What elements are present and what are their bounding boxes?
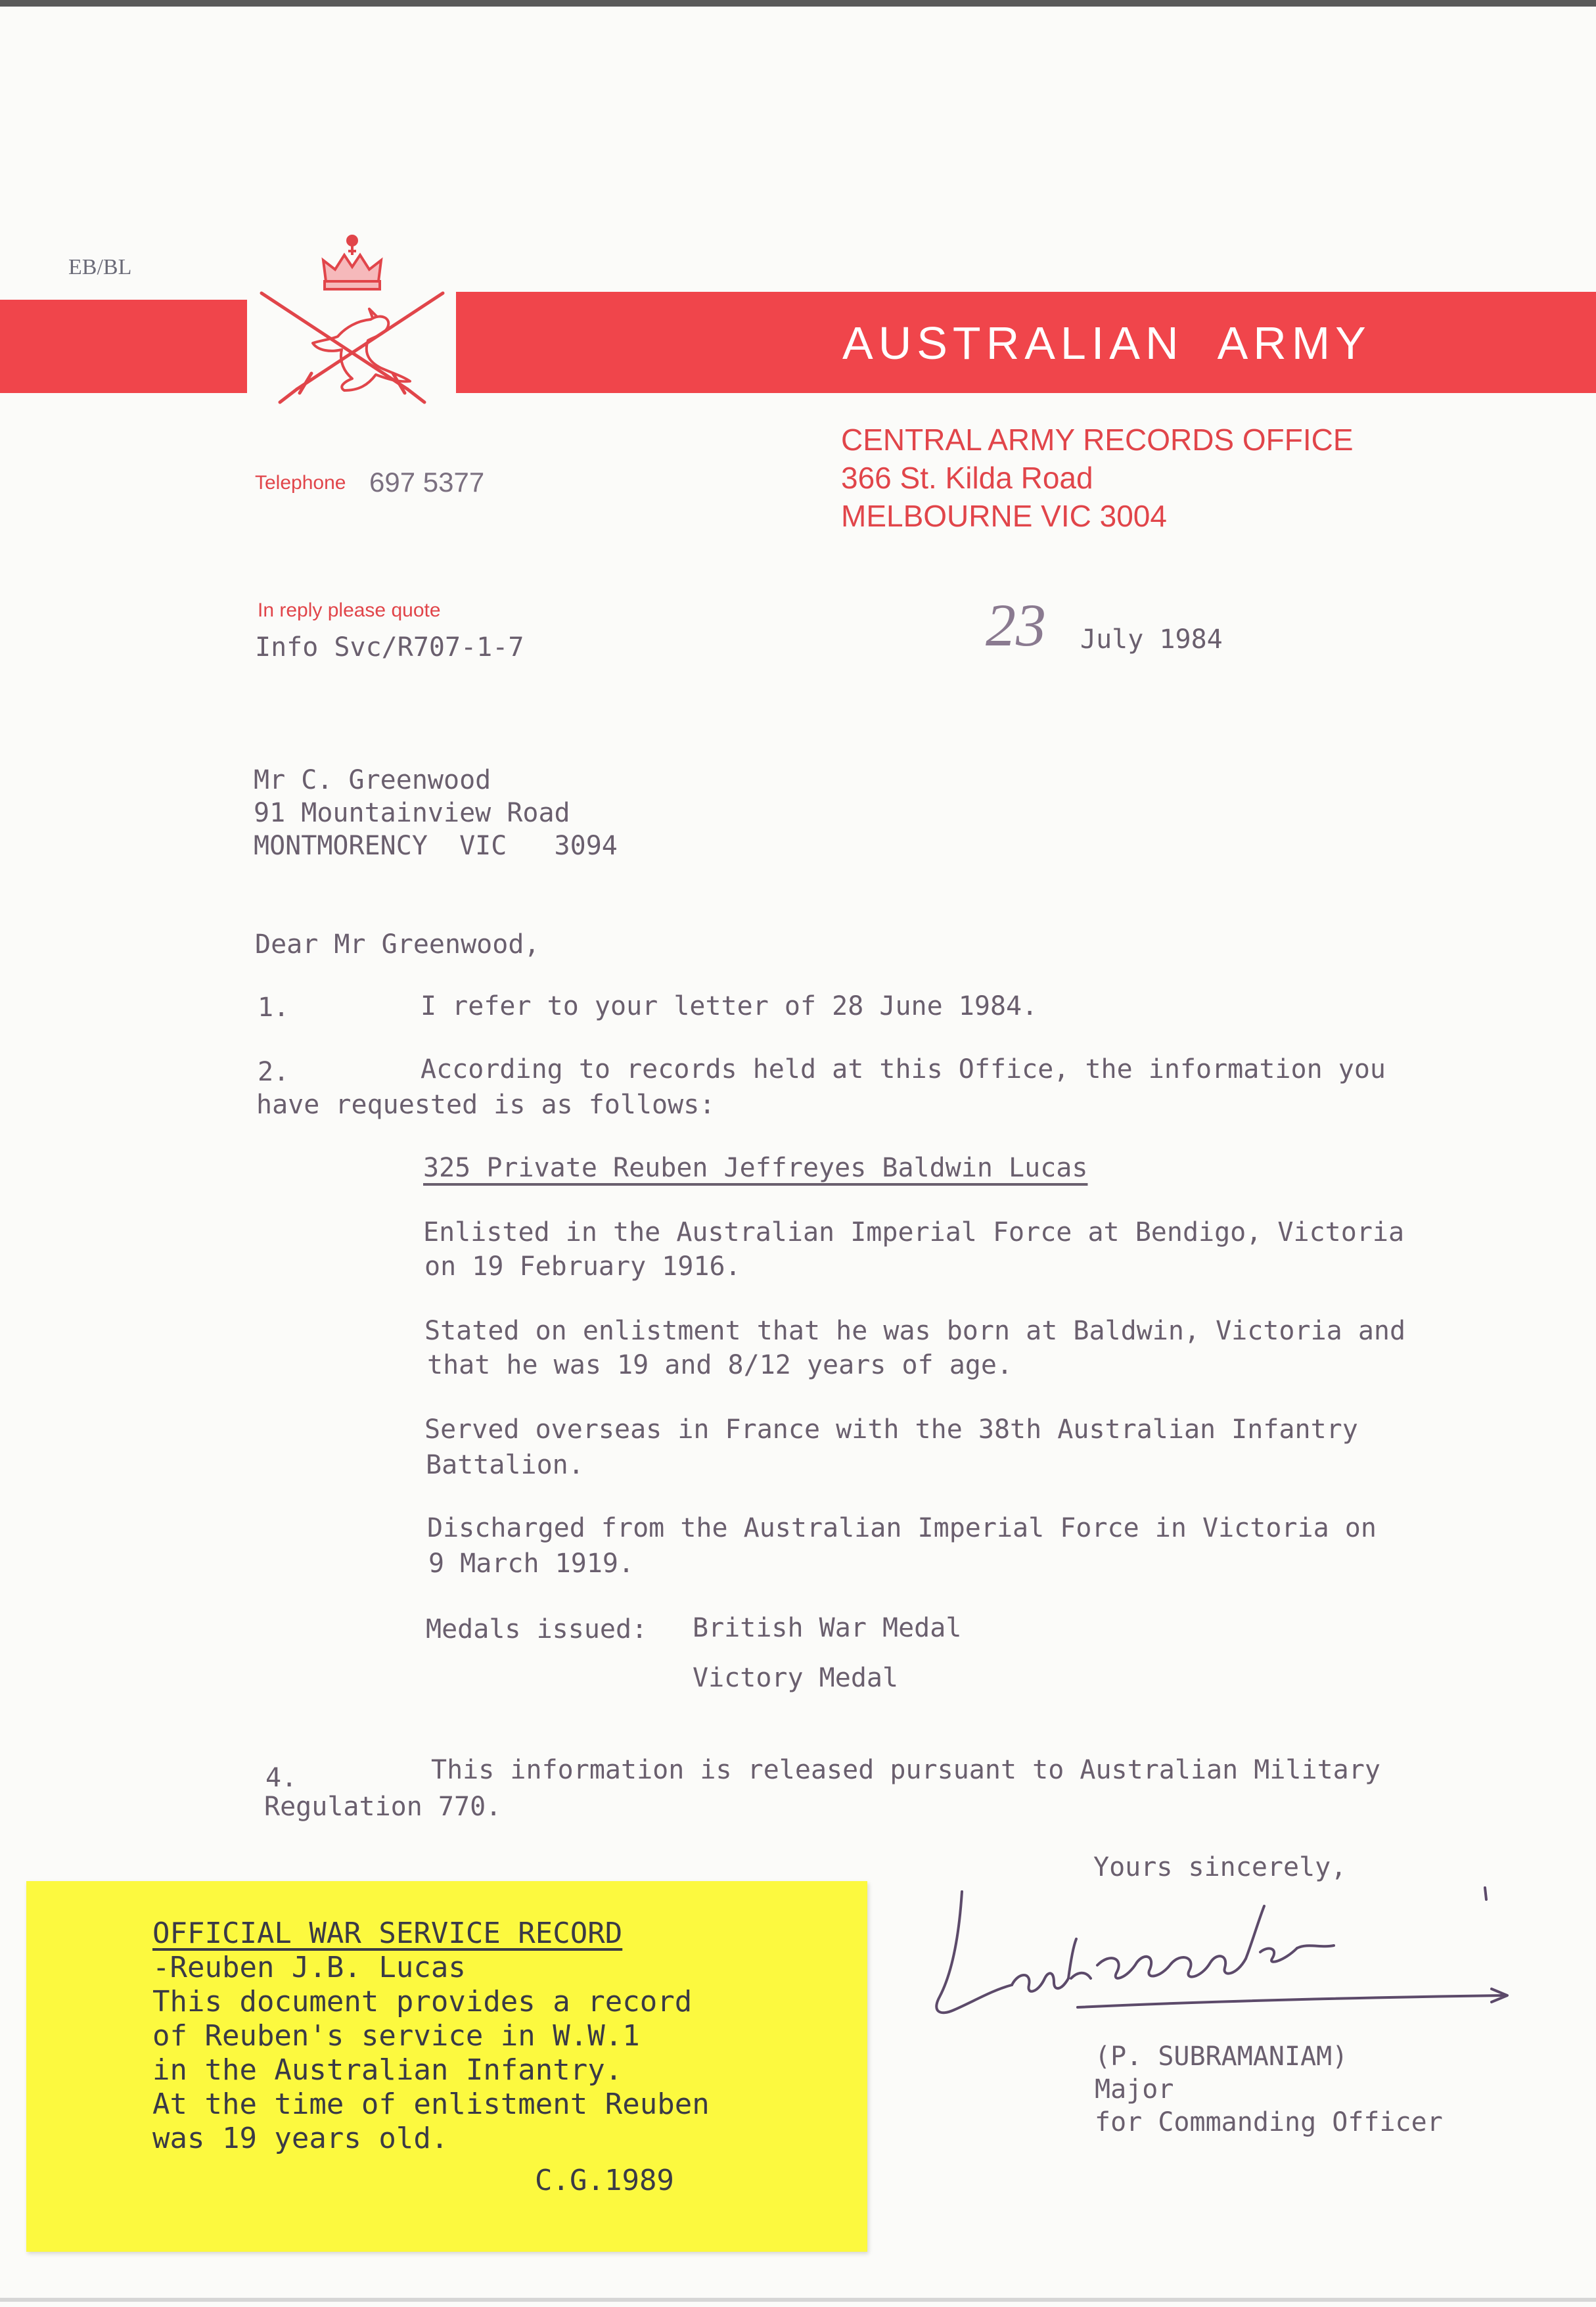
date-month-year: July 1984 [1080, 624, 1223, 655]
sticky-note-line: At the time of enlistment Reuben [152, 2087, 710, 2121]
sticky-note-line: -Reuben J.B. Lucas [152, 1951, 466, 1984]
office-address-line-3: MELBOURNE VIC 3004 [841, 499, 1167, 533]
medal-2: Victory Medal [693, 1663, 899, 1693]
paragraph-2-line-1: According to records held at this Office, the information you [421, 1054, 1386, 1084]
subject-soldier-name: 325 Private Reuben Jeffreyes Baldwin Lucas [423, 1153, 1088, 1183]
paragraph-4-line-1: This information is released pursuant to Australian Military [431, 1755, 1380, 1785]
salutation: Dear Mr Greenwood, [255, 929, 540, 960]
sticky-note-line: in the Australian Infantry. [152, 2053, 623, 2087]
reply-quote-label: In reply please quote [258, 599, 441, 621]
scan-bottom-edge [0, 2298, 1596, 2302]
office-address-line-2: 366 St. Kilda Road [841, 461, 1093, 495]
paragraph-2-line-2: have requested is as follows: [256, 1090, 716, 1120]
letterhead-red-band-left [0, 300, 247, 393]
telephone-label: Telephone [255, 472, 346, 494]
sticky-note [26, 1881, 867, 2252]
closing: Yours sincerely, [1093, 1852, 1347, 1882]
office-address-line-1: CENTRAL ARMY RECORDS OFFICE [841, 423, 1354, 457]
served-line-2: Battalion. [426, 1450, 584, 1480]
recipient-city: MONTMORENCY VIC 3094 [254, 831, 618, 861]
stated-line-2: that he was 19 and 8/12 years of age. [427, 1350, 1013, 1380]
sticky-note-line: of Reuben's service in W.W.1 [152, 2019, 640, 2053]
date-day-handwritten: 23 [986, 592, 1046, 659]
sticky-note-initials: C.G.1989 [535, 2164, 674, 2197]
letterhead-title: AUSTRALIAN ARMY [842, 317, 1371, 369]
medal-1: British War Medal [693, 1613, 962, 1643]
reply-reference: Info Svc/R707-1-7 [255, 632, 524, 663]
scan-top-edge [0, 0, 1596, 7]
signer-rank: Major [1095, 2074, 1174, 2105]
served-line-1: Served overseas in France with the 38th Australian Infantry [424, 1414, 1358, 1445]
reference-initials: EB/BL [68, 255, 132, 279]
paragraph-2-number: 2. [258, 1057, 290, 1087]
enlisted-line-2: on 19 February 1916. [424, 1251, 741, 1282]
recipient-street: 91 Mountainview Road [254, 798, 570, 828]
paragraph-1-number: 1. [258, 992, 290, 1023]
signer-role: for Commanding Officer [1095, 2107, 1443, 2137]
discharged-line-1: Discharged from the Australian Imperial Force in Victoria on [427, 1513, 1377, 1543]
sticky-note-line: was 19 years old. [152, 2122, 449, 2155]
army-emblem-icon [252, 221, 452, 411]
discharged-line-2: 9 March 1919. [428, 1549, 635, 1579]
enlisted-line-1: Enlisted in the Australian Imperial Force at Bendigo, Victoria [423, 1217, 1405, 1247]
sticky-note-heading: OFFICIAL WAR SERVICE RECORD [152, 1917, 623, 1950]
paragraph-4-number: 4. [265, 1763, 298, 1793]
paragraph-1-text: I refer to your letter of 28 June 1984. [421, 991, 1038, 1021]
recipient-name: Mr C. Greenwood [254, 765, 491, 795]
stated-line-1: Stated on enlistment that he was born at Baldwin, Victoria and [424, 1316, 1406, 1346]
sticky-note-line: This document provides a record [152, 1985, 693, 2018]
medals-label: Medals issued: [426, 1614, 648, 1644]
handwritten-signature-icon [913, 1880, 1570, 2051]
telephone-number: 697 5377 [369, 467, 485, 498]
paragraph-4-line-2: Regulation 770. [264, 1792, 502, 1822]
signer-name: (P. SUBRAMANIAM) [1095, 2041, 1348, 2072]
